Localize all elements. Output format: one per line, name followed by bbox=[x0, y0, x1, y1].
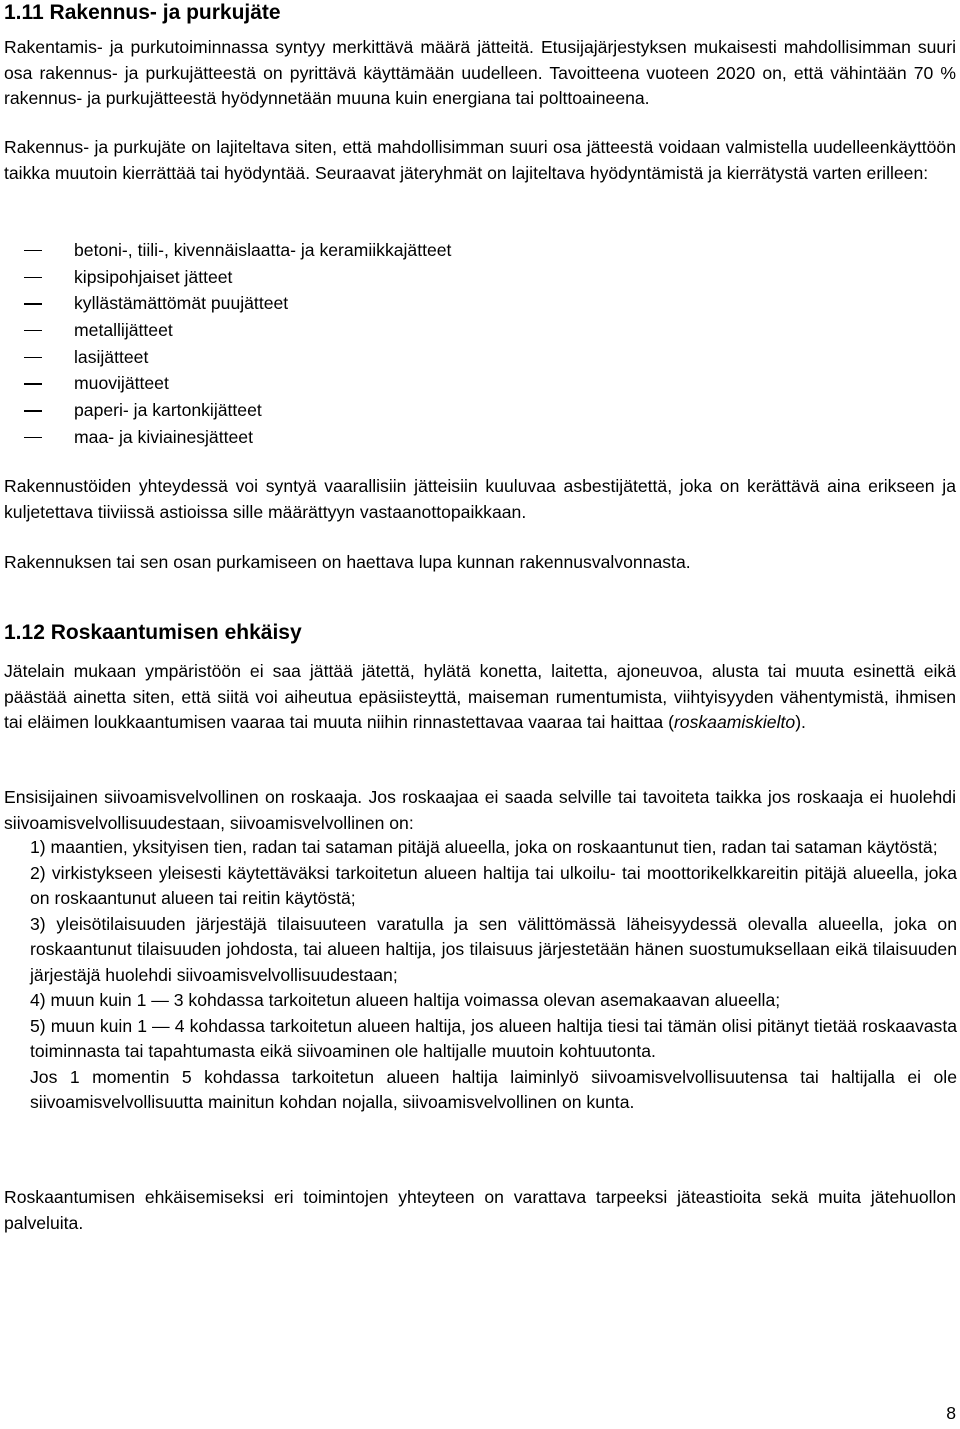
list-item: betoni-, tiili-, kivennäislaatta- ja keramiikkajätteet bbox=[0, 237, 700, 264]
list-item: kyllästämättömät puujätteet bbox=[0, 290, 700, 317]
dash-bullet-icon bbox=[24, 250, 42, 251]
list-item: muovijätteet bbox=[0, 370, 700, 397]
paragraph-littering-ban: Jätelain mukaan ympäristöön ei saa jättää jätettä, hylätä konetta, laitetta, ajoneuvoa, alusta tai muuta esinettä eikä päästää ainetta siten, että siitä voi aiheutua epäsiisteyttä, maiseman rumentumista, viihtyisyyden vähentymistä, ihmisen tai eläimen loukkaantumisen vaaraa tai muuta niihin rinnastettavaa vaaraa tai haittaa (roskaamiskielto). bbox=[4, 661, 956, 732]
dash-bullet-icon bbox=[24, 383, 42, 384]
list-item: 3) yleisötilaisuuden järjestäjä tilaisuuteen varatulla ja sen välittömässä läheisyydessä olevalla alueella, joka on roskaantunut tilaisuuden johdosta, tai alueen haltija, jos tilaisuus järjestetään hänen suostumuksellaan eikä tilaisuuden järjestäjä huolehdi siivoamisvelvollisuudestaan; bbox=[30, 913, 957, 985]
section-heading-1-12: 1.12 Roskaantumisen ehkäisy bbox=[4, 621, 302, 644]
section-heading-1-11: 1.11 Rakennus- ja purkujäte bbox=[4, 1, 281, 24]
list-item: 1) maantien, yksityisen tien, radan tai sataman pitäjä alueella, joka on roskaantunut tien, radan tai sataman käytöstä; bbox=[30, 837, 938, 857]
list-item: Jos 1 momentin 5 kohdassa tarkoitetun alueen haltija laiminlyö siivoamisvelvollisuutensa tai haltijalla ei ole siivoamisvelvollisuutta mainitun kohdan nojalla, siivoamisvelvollinen on kunta. bbox=[30, 1066, 957, 1112]
list-item: metallijätteet bbox=[0, 317, 700, 344]
paragraph-demolition-permit: Rakennuksen tai sen osan purkamiseen on haettava lupa kunnan rakennusvalvonnasta. bbox=[4, 552, 691, 572]
list-item: 4) muun kuin 1 — 3 kohdassa tarkoitetun alueen haltija voimassa olevan asemakaavan alueella; bbox=[30, 990, 781, 1010]
list-item: lasijätteet bbox=[0, 344, 700, 371]
dash-bullet-icon bbox=[24, 303, 42, 304]
paragraph-asbestos: Rakennustöiden yhteydessä voi syntyä vaarallisiin jätteisiin kuuluvaa asbestijätettä, joka on kerättävä aina erikseen ja kuljetettava tiiviissä astioissa sille määrättyyn vastaanottopaikkaan. bbox=[4, 476, 956, 522]
page-number: 8 bbox=[946, 1403, 956, 1423]
dash-bullet-icon bbox=[24, 277, 42, 278]
paragraph-waste-containers: Roskaantumisen ehkäisemiseksi eri toimintojen yhteyteen on varattava tarpeeksi jäteastioita sekä muita jätehuollon palveluita. bbox=[4, 1187, 956, 1233]
waste-category-list bbox=[0, 237, 700, 451]
dash-bullet-icon bbox=[24, 410, 42, 411]
list-item: paperi- ja kartonkijätteet bbox=[0, 397, 700, 424]
list-item: 2) virkistykseen yleisesti käytettäväksi tarkoitetun alueen haltija tai ulkoilu- tai moottorikelkkareitin pitäjä alueella, joka on roskaantunut alueen tai reitin käytöstä; bbox=[30, 862, 957, 908]
list-item: 5) muun kuin 1 — 4 kohdassa tarkoitetun alueen haltija, jos alueen haltija tiesi tai tämän olisi pitänyt tietää roskaavasta toiminnasta tai tapahtumasta eikä siivoaminen ole haltijalle muutoin kohtuutonta. bbox=[30, 1015, 957, 1061]
paragraph-intro: Rakentamis- ja purkutoiminnassa syntyy merkittävä määrä jätteitä. Etusijajärjestyksen mukaisesti mahdollisimman suuri osa rakennus- ja purkujätteestä on pyrittävä käyttämään uudelleen. Tavoitteena vuoteen 2020 on, että vähintään 70 % rakennus- ja purkujätteestä hyödynnetään muuna kuin energiana tai polttoaineena. bbox=[4, 37, 956, 108]
list-item: maa- ja kiviainesjätteet bbox=[0, 424, 700, 451]
cleaning-duty-list bbox=[30, 835, 957, 1116]
dash-bullet-icon bbox=[24, 330, 42, 331]
dash-bullet-icon bbox=[24, 357, 42, 358]
paragraph-sorting: Rakennus- ja purkujäte on lajiteltava siten, että mahdollisimman suuri osa jätteestä voidaan valmistella uudelleenkäyttöön taikka muutoin kierrättää tai hyödyntää. Seuraavat jäteryhmät on lajiteltava hyödyntämistä ja kierrätystä varten erilleen: bbox=[4, 137, 956, 183]
list-item: kipsipohjaiset jätteet bbox=[0, 264, 700, 291]
dash-bullet-icon bbox=[24, 437, 42, 438]
paragraph-cleaning-duty: Ensisijainen siivoamisvelvollinen on roskaaja. Jos roskaajaa ei saada selville tai tavoiteta taikka jos roskaaja ei huolehdi siivoamisvelvollisuudestaan, siivoamisvelvollinen on: bbox=[4, 787, 956, 833]
